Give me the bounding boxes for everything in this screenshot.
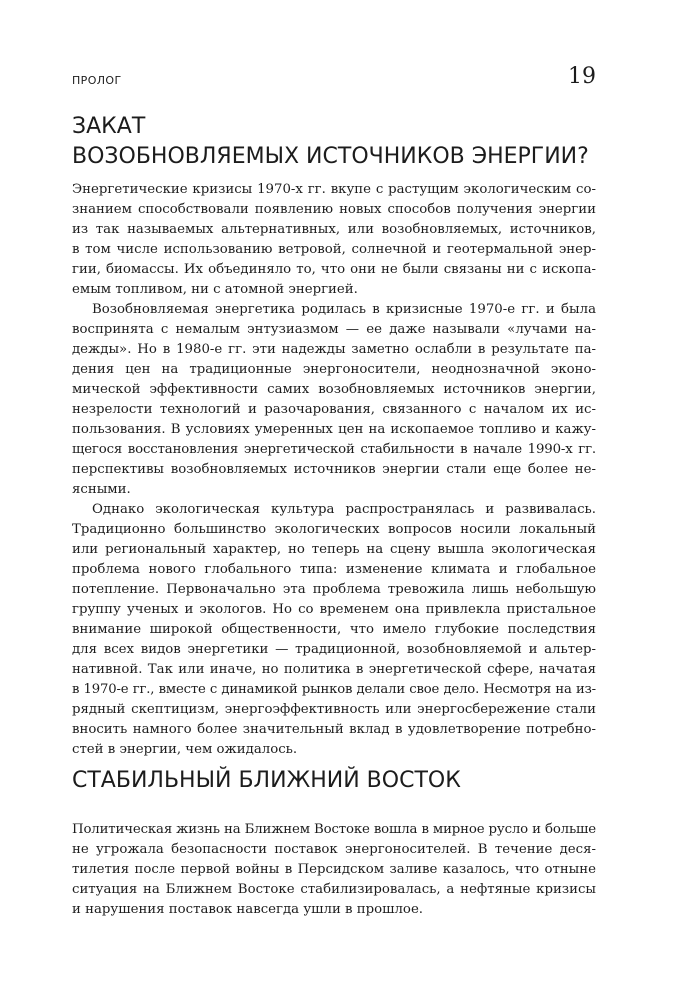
text-line: внимание широкой общественности, что имело глубокие последствия <box>72 622 596 637</box>
text-line: не угрожала безопасности поставок энергоносителей. В течение деся- <box>72 842 596 857</box>
text-line: пользования. В условиях умеренных цен на ископаемое топливо и кажу- <box>72 422 596 437</box>
text-line: ситуация на Ближнем Востоке стабилизировалась, а нефтяные кризисы <box>72 882 596 897</box>
page-number: 19 <box>568 64 596 89</box>
text-line: проблема нового глобального типа: изменение климата и глобальное <box>72 562 596 577</box>
heading-line: ЗАКАТ <box>72 114 146 139</box>
text-line: и нарушения поставок навсегда ушли в прошлое. <box>72 902 424 917</box>
text-line: воспринята с немалым энтузиазмом — ее даже называли «лучами на- <box>72 322 596 337</box>
section-heading-renewables <box>72 112 589 172</box>
section-body-renewables <box>72 180 596 760</box>
text-line: дежды». Но в 1980-е гг. эти надежды заметно ослабли в результате па- <box>72 342 596 357</box>
text-line: из так называемых альтернативных, или возобновляемых, источников, <box>72 222 596 237</box>
text-line: в том числе использованию ветровой, солнечной и геотермальной энер- <box>72 242 596 257</box>
text-line: или региональный характер, но теперь на сцену вышла экологическая <box>72 542 596 557</box>
text-line: дения цен на традиционные энергоносители, неоднозначной эконо- <box>72 362 596 377</box>
text-line: для всех видов энергетики — традиционной, возобновляемой и альтер- <box>72 642 596 657</box>
text-line: емым топливом, ни с атомной энергией. <box>72 282 358 297</box>
text-line: рядный скептицизм, энергоэффективность или энергосбережение стали <box>72 702 596 717</box>
text-line: в 1970-е гг., вместе с динамикой рынков делали свое дело. Несмотря на из- <box>72 682 596 697</box>
text-line: гии, биомассы. Их объединяло то, что они не были связаны ни с ископа- <box>72 262 596 277</box>
text-line: перспективы возобновляемых источников энергии стали еще более не- <box>72 462 596 477</box>
text-line: стей в энергии, чем ожидалось. <box>72 742 298 757</box>
text-line: мической эффективности самих возобновляемых источников энергии, <box>72 382 596 397</box>
text-line: Энергетические кризисы 1970-х гг. вкупе с растущим экологическим со- <box>72 182 596 197</box>
text-line: Однако экологическая культура распространялась и развивалась. <box>92 502 596 517</box>
heading-line: СТАБИЛЬНЫЙ БЛИЖНИЙ ВОСТОК <box>72 768 461 793</box>
text-line: потепление. Первоначально эта проблема тревожила лишь небольшую <box>72 582 596 597</box>
section-body-middle-east <box>72 820 596 920</box>
running-head: ПРОЛОГ <box>72 74 122 87</box>
text-line: вносить намного более значительный вклад в удовлетворение потребно- <box>72 722 596 737</box>
text-line: тилетия после первой войны в Персидском заливе казалось, что отныне <box>72 862 596 877</box>
text-line: щегося восстановления энергетической стабильности в начале 1990-х гг. <box>72 442 596 457</box>
section-heading-middle-east <box>72 766 461 796</box>
text-line: Возобновляемая энергетика родилась в кризисные 1970-е гг. и была <box>92 302 596 317</box>
text-line: Традиционно большинство экологических вопросов носили локальный <box>72 522 596 537</box>
text-line: Политическая жизнь на Ближнем Востоке вошла в мирное русло и больше <box>72 822 596 837</box>
heading-line: ВОЗОБНОВЛЯЕМЫХ ИСТОЧНИКОВ ЭНЕРГИИ? <box>72 144 589 169</box>
text-line: незрелости технологий и разочарования, связанного с началом их ис- <box>72 402 596 417</box>
text-line: нативной. Так или иначе, но политика в энергетической сфере, начатая <box>72 662 596 677</box>
text-line: знанием способствовали появлению новых способов получения энергии <box>72 202 596 217</box>
text-line: группу ученых и экологов. Но со временем она привлекла пристальное <box>72 602 596 617</box>
text-line: ясными. <box>72 482 131 497</box>
